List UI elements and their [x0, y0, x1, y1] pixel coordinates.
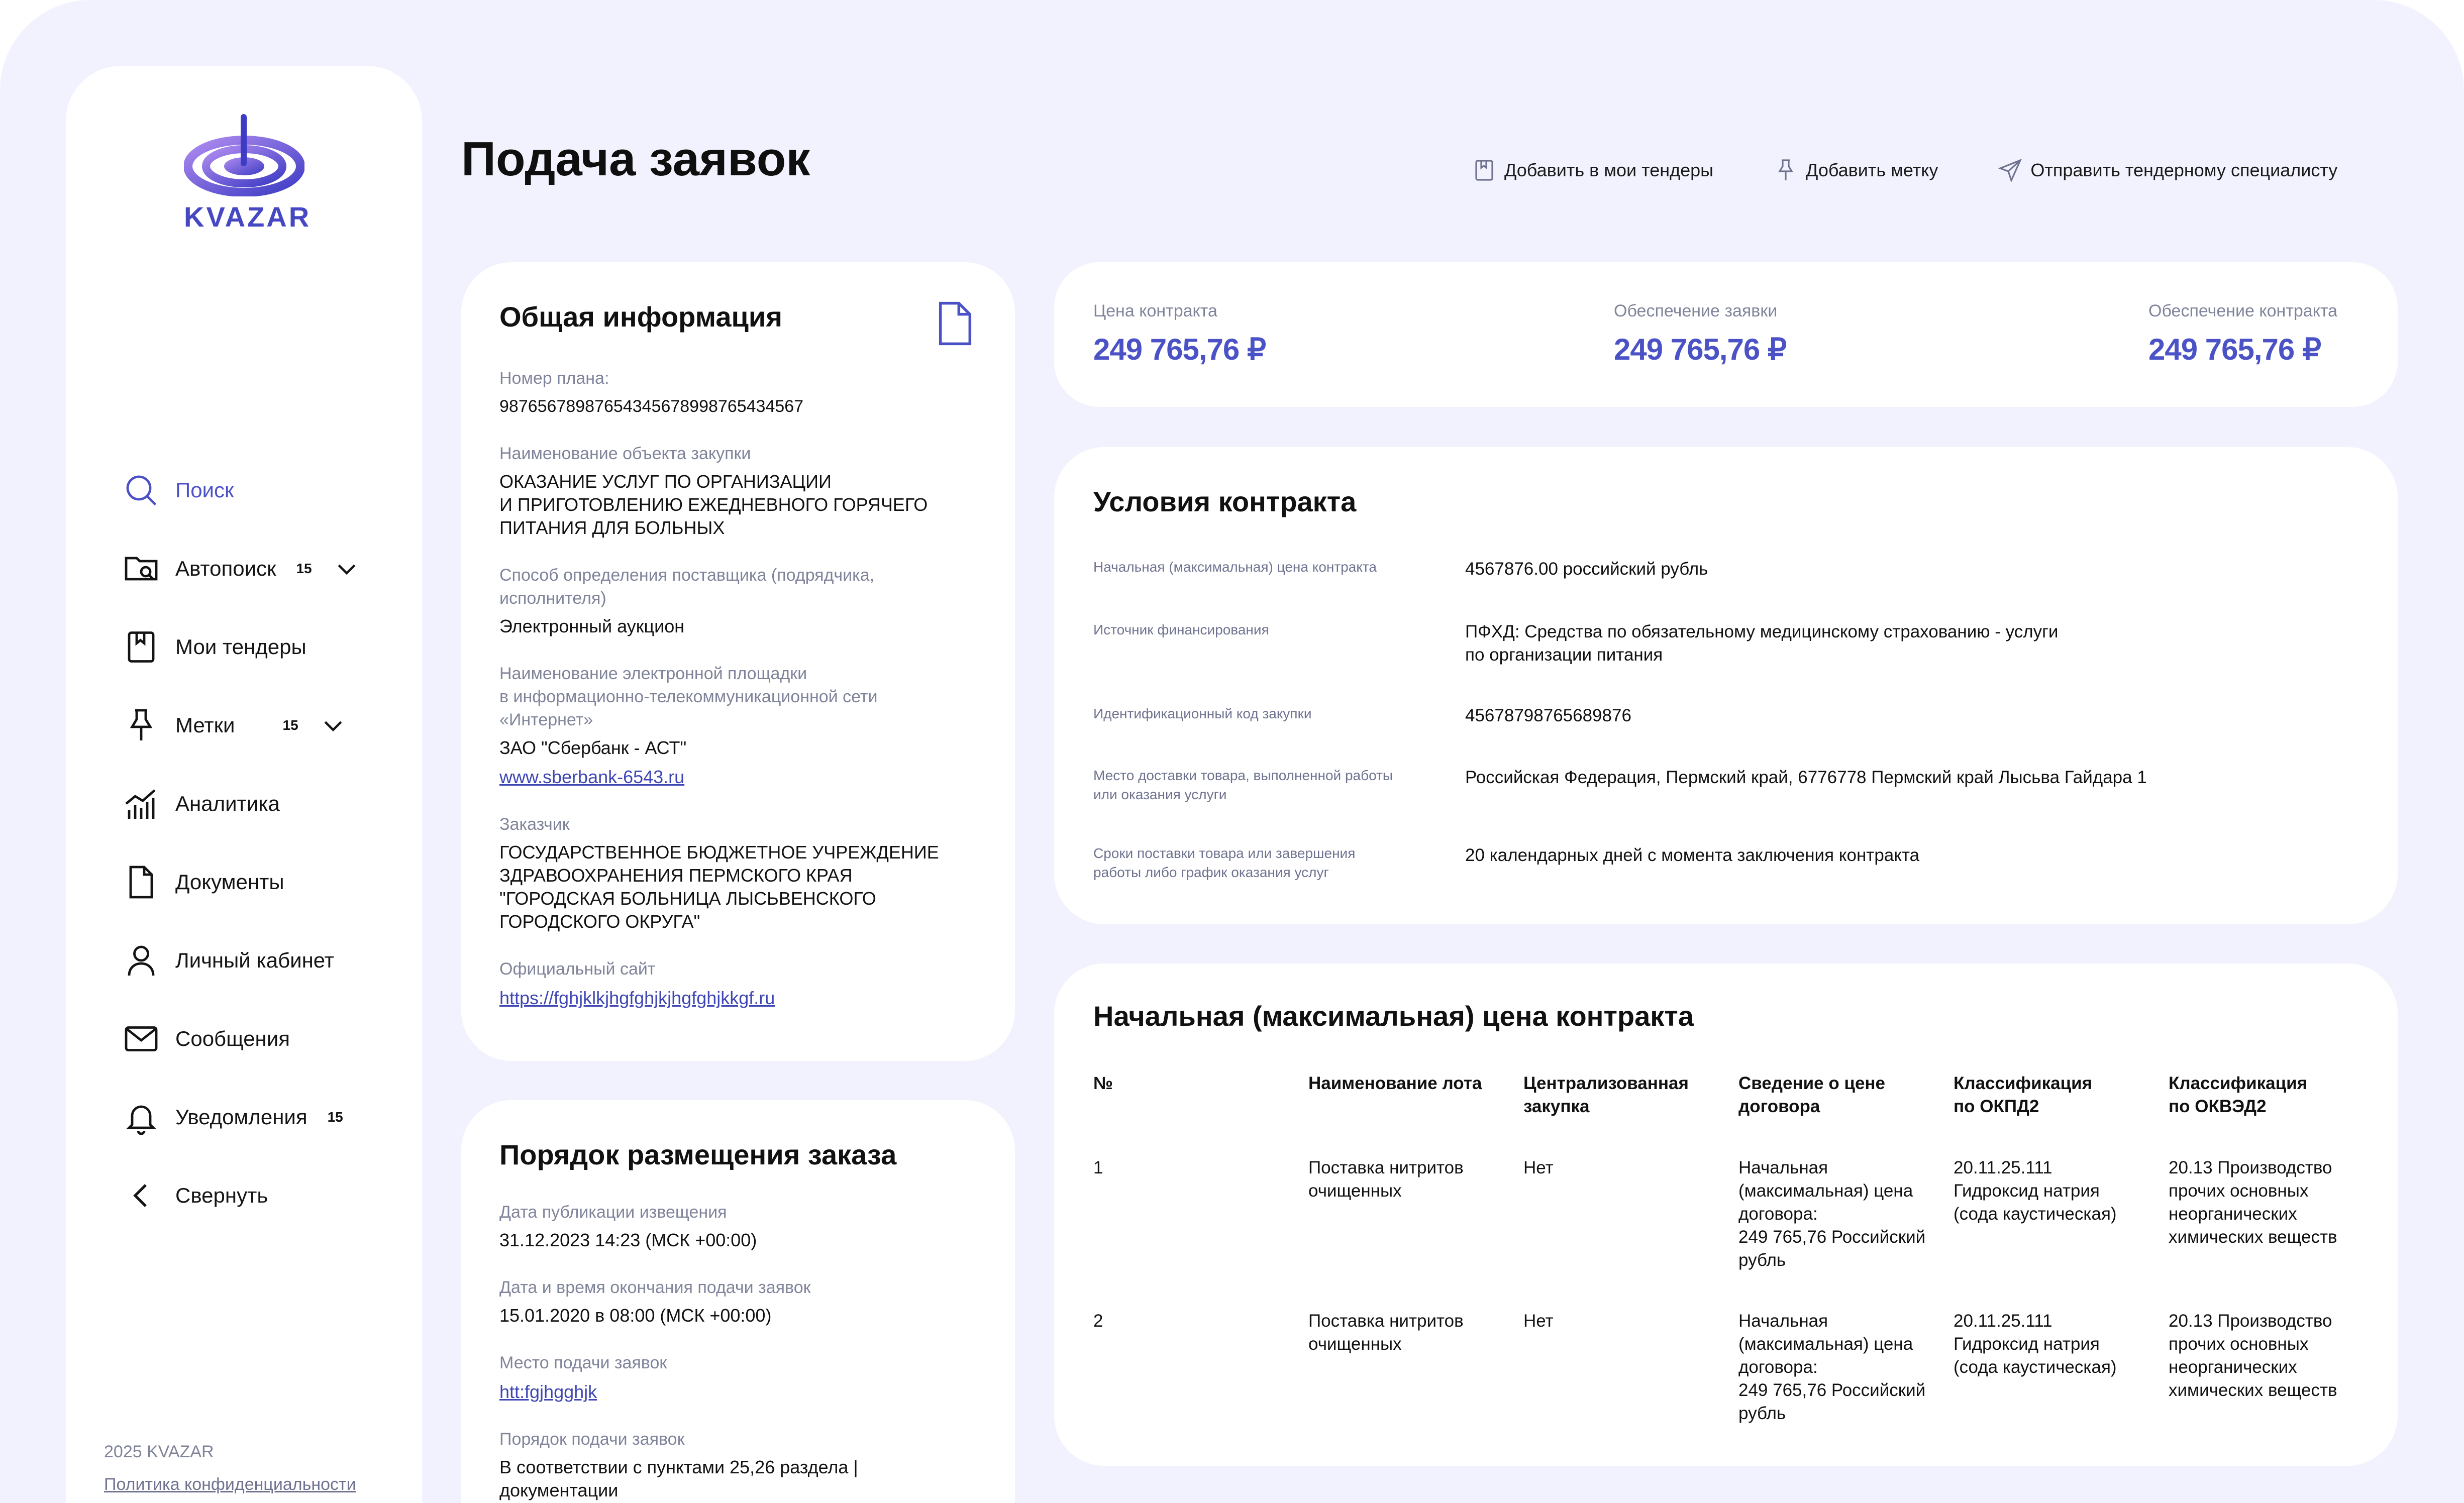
count-badge: 15	[282, 717, 298, 733]
price-label: Обеспечение контракта	[2148, 301, 2338, 320]
logo-text: KVAZAR	[184, 201, 312, 233]
chevron-down-icon[interactable]	[333, 555, 360, 582]
field-value: ГОСУДАРСТВЕННОЕ БЮДЖЕТНОЕ УЧРЕЖДЕНИЕ ЗДРАВООХРАНЕНИЯ ПЕРМСКОГО КРАЯ "ГОРОДСКАЯ БОЛЬНИЦА ЛЫСЬВЕНСКОГО ГОРОДСКОГО ОКРУГА"	[499, 842, 939, 932]
table-cell: Поставка нитритов очищенных	[1308, 1158, 1464, 1201]
field-value: ЗАО "Сбербанк - АСТ"	[499, 737, 687, 758]
sidebar-item-documents[interactable]	[121, 854, 402, 910]
pin-icon	[121, 705, 161, 745]
price-value: 249 765,76 ₽	[1614, 333, 1787, 366]
field-label: Дата и время окончания подачи заявок	[499, 1278, 811, 1297]
purchase-object-field	[499, 442, 982, 540]
sidebar-item-label: Уведомления	[175, 1105, 307, 1129]
table-cell: 20.13 Производство прочих основных неорганических химических веществ	[2169, 1311, 2337, 1400]
sidebar-footer	[104, 1442, 356, 1494]
field-value: В соответствии с пунктами 25,26 раздела | документации	[499, 1457, 858, 1500]
table-cell: 20.13 Производство прочих основных неорганических химических веществ	[2169, 1158, 2337, 1247]
send-to-specialist-button[interactable]	[1998, 158, 2337, 182]
condition-value: 4567876.00 российский рубль	[1465, 559, 1708, 579]
contract-security	[2148, 301, 2337, 367]
sidebar-item-label: Автопоиск	[175, 557, 276, 580]
column-header: Наименование лота	[1308, 1073, 1482, 1093]
sidebar-item-label: Свернуть	[175, 1184, 268, 1207]
price-label: Обеспечение заявки	[1614, 301, 1778, 320]
field-value: 31.12.2023 14:23 (МСК +00:00)	[499, 1230, 757, 1250]
condition-value: ПФХД: Средства по обязательному медицинскому страхованию - услуги по организации питания	[1465, 622, 2059, 665]
condition-label: Место доставки товара, выполненной работы или оказания услуги	[1093, 768, 1393, 802]
field-label: Наименование электронной площадки в информационно-телекоммуникационной сети «Интернет»	[499, 664, 878, 729]
sidebar-item-tags[interactable]	[121, 698, 402, 753]
table-cell: Нет	[1523, 1158, 1554, 1177]
price-value: 249 765,76 ₽	[1093, 333, 1266, 366]
field-value: 98765678987654345678998765434567	[499, 397, 804, 416]
sidebar-item-label: Мои тендеры	[175, 635, 306, 659]
send-icon	[1998, 158, 2022, 182]
platform-link[interactable]: www.sberbank-6543.ru	[499, 767, 685, 787]
table-cell: Поставка нитритов очищенных	[1308, 1311, 1464, 1354]
price-label: Цена контракта	[1093, 301, 1217, 320]
count-badge: 15	[296, 561, 312, 576]
column-header: Централизованная закупка	[1523, 1073, 1689, 1116]
sidebar-item-notifications[interactable]	[121, 1090, 402, 1145]
field-label: Место подачи заявок	[499, 1353, 667, 1372]
order-placement-card	[461, 1100, 1015, 1503]
table-row	[1093, 1310, 2384, 1463]
max-price-table-card	[1054, 963, 2398, 1466]
table-cell: Нет	[1523, 1311, 1554, 1331]
field-label: Порядок подачи заявок	[499, 1430, 685, 1449]
table-header-row	[1093, 1072, 2384, 1156]
bell-icon	[121, 1097, 161, 1137]
action-label: Добавить метку	[1806, 160, 1938, 180]
sidebar-collapse-button[interactable]	[121, 1168, 402, 1223]
analytics-icon	[121, 784, 161, 824]
privacy-link[interactable]: Политика конфиденциальности	[104, 1475, 356, 1494]
sidebar-item-label: Документы	[175, 870, 284, 894]
action-label: Отправить тендерному специалисту	[2030, 160, 2338, 180]
sidebar-item-analytics[interactable]	[121, 776, 402, 831]
supplier-method-field	[499, 564, 982, 638]
table-cell: 20.11.25.111 Гидроксид натрия (сода каустическая)	[1954, 1158, 2117, 1224]
customer-field	[499, 813, 982, 933]
field-label: Заказчик	[499, 815, 570, 834]
field-label: Официальный сайт	[499, 959, 656, 979]
card-title: Общая информация	[499, 301, 783, 333]
user-icon	[121, 940, 161, 981]
bookmark-icon	[1472, 158, 1496, 182]
sidebar-item-label: Аналитика	[175, 792, 280, 815]
folder-search-icon	[121, 549, 161, 589]
platform-field	[499, 662, 982, 789]
sidebar-item-label: Метки	[175, 713, 235, 737]
general-fields	[499, 367, 982, 1034]
column-header: Сведение о цене договора	[1738, 1073, 1886, 1116]
bookmark-icon	[121, 627, 161, 667]
sidebar-item-search[interactable]	[121, 463, 402, 518]
card-title: Порядок размещения заказа	[499, 1139, 897, 1170]
sidebar-item-messages[interactable]	[121, 1011, 402, 1066]
sidebar-item-account[interactable]	[121, 933, 402, 988]
logo[interactable]	[184, 111, 345, 232]
general-info-card	[461, 262, 1015, 1061]
official-site-field	[499, 957, 982, 1010]
submission-place-link[interactable]: htt:fgjhgghjk	[499, 1381, 597, 1402]
add-tag-button[interactable]	[1774, 158, 1938, 182]
header-actions	[1472, 158, 2337, 182]
plan-number-field	[499, 367, 982, 418]
table-cell: Начальная (максимальная) цена договора: 249 765,76 Российский рубль	[1738, 1158, 1926, 1270]
action-label: Добавить в мои тендеры	[1504, 160, 1714, 180]
contract-conditions-card	[1054, 447, 2398, 924]
condition-value: 20 календарных дней с момента заключения контракта	[1465, 845, 1920, 865]
publication-date-field	[499, 1201, 982, 1252]
field-label: Дата публикации извещения	[499, 1203, 727, 1222]
copyright: 2025 KVAZAR	[104, 1442, 214, 1461]
document-icon[interactable]	[936, 301, 974, 346]
submission-place-field	[499, 1351, 982, 1404]
sidebar-item-autosearch[interactable]	[121, 541, 402, 596]
field-label: Способ определения поставщика (подрядчика, исполнителя)	[499, 566, 875, 608]
field-value: Электронный аукцион	[499, 616, 685, 636]
sidebar-item-label: Поиск	[175, 478, 234, 502]
condition-value: 45678798765689876	[1465, 706, 1631, 725]
field-value: 15.01.2020 в 08:00 (МСК +00:00)	[499, 1305, 772, 1326]
mail-icon	[121, 1019, 161, 1059]
condition-label: Идентификационный код закупки	[1093, 706, 1312, 721]
column-header: №	[1093, 1073, 1113, 1093]
submission-procedure-field	[499, 1428, 982, 1502]
order-fields	[499, 1201, 982, 1503]
table-row	[1093, 1156, 2384, 1310]
sidebar-item-my-tenders[interactable]	[121, 619, 402, 675]
table-cell: Начальная (максимальная) цена договора: 249 765,76 Российский рубль	[1738, 1311, 1926, 1423]
contract-price	[1093, 301, 1266, 367]
sidebar-item-label: Сообщения	[175, 1027, 290, 1050]
count-badge: 15	[327, 1109, 343, 1125]
condition-label: Начальная (максимальная) цена контракта	[1093, 559, 1377, 575]
sidebar-item-label: Личный кабинет	[175, 948, 334, 972]
column-header: Классификация по ОКВЭД2	[2169, 1073, 2308, 1116]
pin-icon	[1774, 158, 1798, 182]
column-header: Классификация по ОКПД2	[1954, 1073, 2093, 1116]
add-to-my-tenders-button[interactable]	[1472, 158, 1713, 182]
official-site-link[interactable]: https://fghjklkjhgfghjkjhgfghjkkgf.ru	[499, 988, 775, 1008]
table-cell: 2	[1093, 1311, 1103, 1331]
deadline-field	[499, 1276, 982, 1327]
logo-icon	[184, 111, 304, 196]
chevron-left-icon	[121, 1175, 161, 1216]
search-icon	[121, 470, 161, 510]
page-title: Подача заявок	[461, 132, 810, 186]
table-cell: 1	[1093, 1158, 1103, 1177]
field-label: Наименование объекта закупки	[499, 444, 751, 463]
card-title: Условия контракта	[1093, 486, 1357, 517]
document-icon	[121, 862, 161, 902]
condition-label: Источник финансирования	[1093, 622, 1269, 637]
application-security	[1614, 301, 1786, 367]
price-summary-card	[1054, 262, 2398, 407]
condition-value: Российская Федерация, Пермский край, 6776778 Пермский край Лысьва Гайдара 1	[1465, 768, 2147, 787]
card-title: Начальная (максимальная) цена контракта	[1093, 1000, 1694, 1032]
chevron-down-icon[interactable]	[320, 712, 347, 739]
sidebar	[66, 66, 422, 1503]
condition-label: Сроки поставки товара или завершения работы либо график оказания услуг	[1093, 845, 1356, 880]
lots-table	[1093, 1072, 2384, 1463]
table-cell: 20.11.25.111 Гидроксид натрия (сода каустическая)	[1954, 1311, 2117, 1377]
field-value: ОКАЗАНИЕ УСЛУГ ПО ОРГАНИЗАЦИИ И ПРИГОТОВЛЕНИЮ ЕЖЕДНЕВНОГО ГОРЯЧЕГО ПИТАНИЯ ДЛЯ БОЛЬНЫХ	[499, 471, 928, 538]
field-label: Номер плана:	[499, 369, 609, 388]
price-value: 249 765,76 ₽	[2148, 333, 2321, 366]
